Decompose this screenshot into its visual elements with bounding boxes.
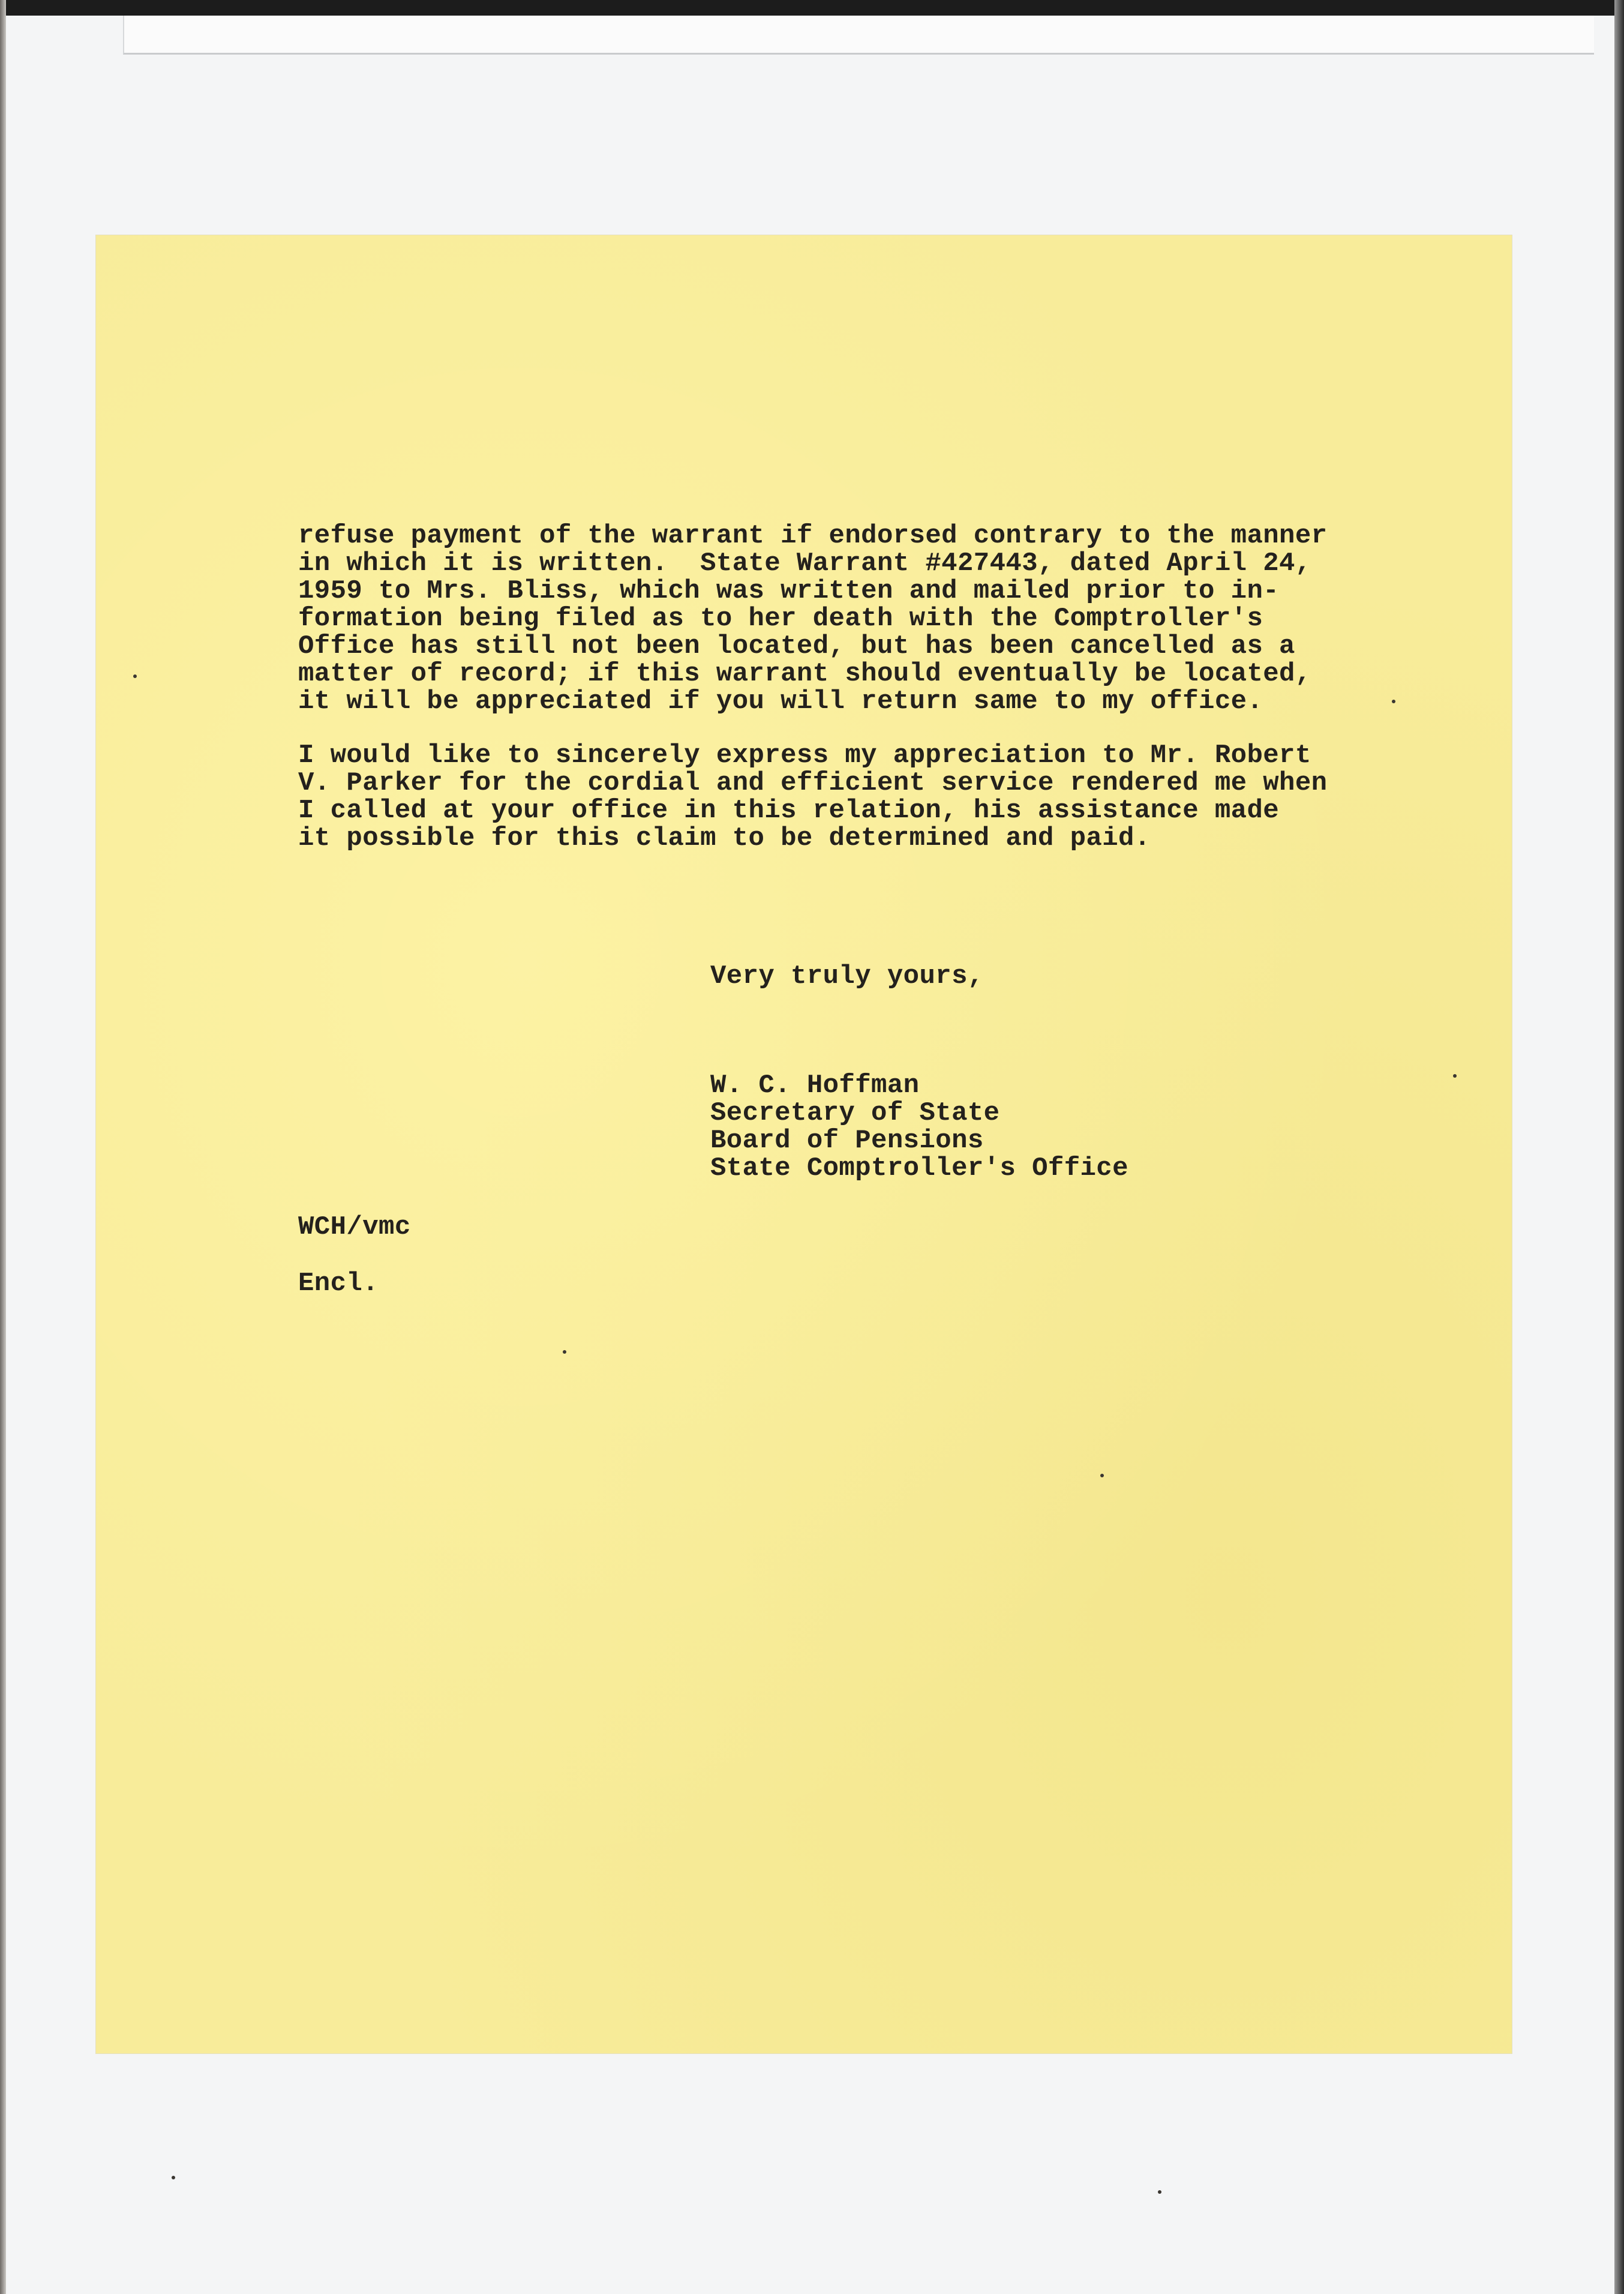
reference-initials: WCH/vmc — [298, 1212, 411, 1242]
signature-block: W. C. Hoffman Secretary of State Board of Pensions State Comptroller's Office — [710, 1070, 1128, 1183]
paper-speck — [563, 1350, 566, 1354]
body-paragraph-1: refuse payment of the warrant if endorsed contrary to the manner in which it is written. State Warrant #427443, dated April 24, 1959 to Mrs. Bliss, which was written and mailed prior to in- formation being filed as to her death with the Comptroller's Office has still not been located, but has been cancelled as a matter of record; if this warrant should eventually be located, it will be appreciated if you will return same to my office. — [298, 521, 1328, 716]
body-paragraph-2: I would like to sincerely express my appreciation to Mr. Robert V. Parker for the cordial and efficient service rendered me when I called at your office in this relation, his assistance made it possible for this claim to be determined and paid. — [298, 740, 1328, 853]
paper-speck — [1392, 700, 1395, 703]
underlying-sheet-edge — [123, 16, 1594, 55]
paper-speck — [133, 674, 137, 678]
scan-left-edge — [0, 0, 6, 2294]
enclosure-notation: Encl. — [298, 1269, 379, 1299]
paper-speck — [1158, 2190, 1161, 2194]
paper-speck — [1100, 1474, 1104, 1477]
paper-speck — [1453, 1074, 1457, 1078]
complimentary-close: Very truly yours, — [710, 961, 984, 991]
paper-speck — [172, 2176, 175, 2179]
scan-right-edge — [1614, 0, 1624, 2294]
scan-top-border — [0, 0, 1624, 16]
